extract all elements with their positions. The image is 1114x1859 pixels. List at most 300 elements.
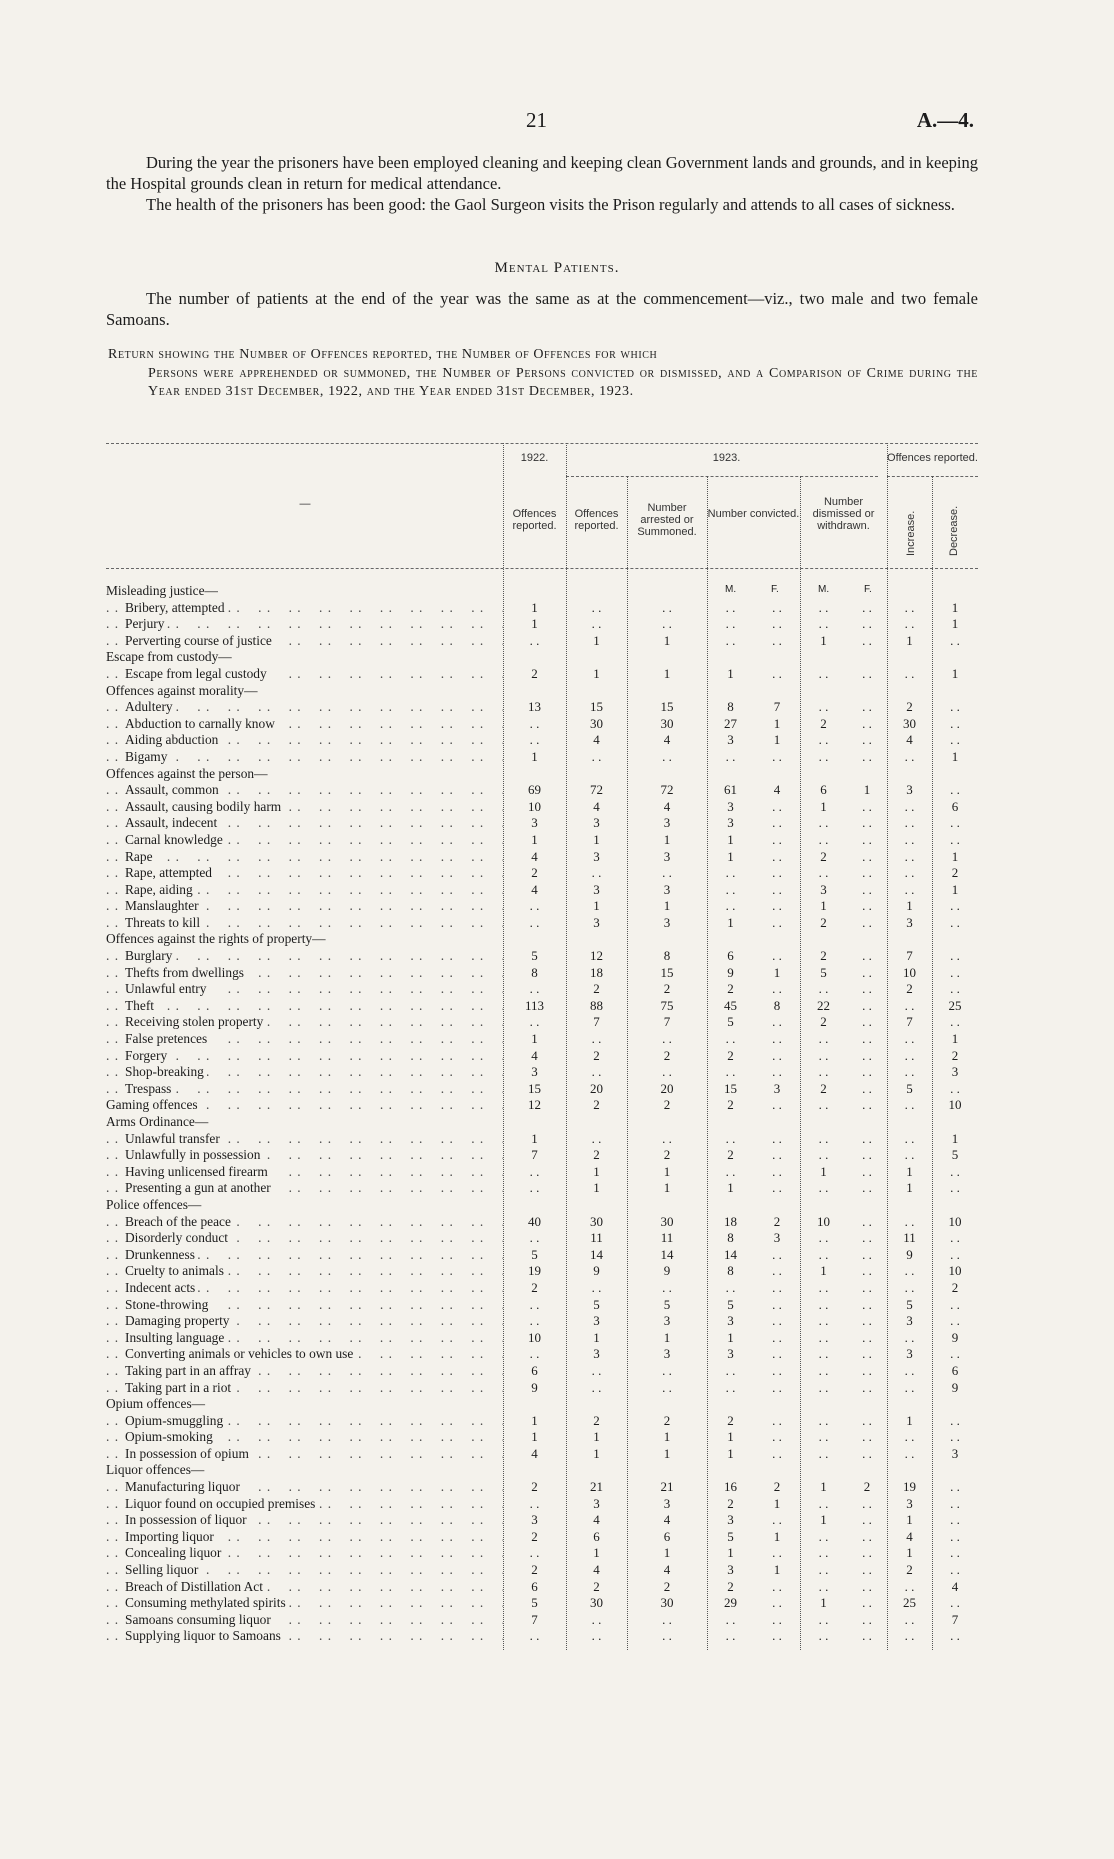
offence-value-cell: 9	[663, 1263, 671, 1279]
offence-value-cell: 2	[906, 1562, 913, 1578]
offence-row	[106, 981, 978, 998]
offence-value-cell: 5	[951, 1147, 959, 1163]
offence-value-cell: 1	[727, 1545, 734, 1561]
offence-value-cell: 3	[663, 1313, 671, 1329]
offence-value-cell: . .	[904, 1578, 915, 1594]
offence-value-cell: 1	[951, 616, 959, 632]
offence-value-cell: . .	[818, 1429, 829, 1445]
offence-label-text: Assault, common	[125, 782, 222, 797]
offence-value-cell: . .	[862, 815, 872, 831]
offence-label-text: Stone-throwing	[125, 1297, 211, 1312]
offence-value-cell: 61	[724, 782, 737, 798]
offence-value-cell: 3	[906, 914, 913, 930]
offence-label	[106, 981, 503, 998]
offence-value-cell: . .	[772, 632, 782, 648]
offence-value-cell: . .	[950, 1479, 960, 1495]
offence-value-cell: 2	[820, 948, 827, 964]
offence-value-cell: . .	[904, 1429, 915, 1445]
offence-label-text: Police offences—	[106, 1197, 204, 1212]
offence-value-cell: . .	[662, 616, 672, 632]
offence-value-cell: . .	[862, 699, 872, 715]
offence-value-cell: . .	[862, 665, 872, 681]
offence-value-cell: . .	[904, 848, 915, 864]
header-decrease: Decrease.	[948, 505, 960, 556]
offence-category-label	[106, 583, 503, 600]
offence-value-cell: 11	[590, 1230, 603, 1246]
offence-value-cell: 9	[906, 1246, 913, 1262]
offence-value-cell: 2	[906, 699, 913, 715]
offence-value-cell	[754, 583, 800, 600]
offence-value-cell: . .	[950, 815, 960, 831]
offence-value-cell: 2	[531, 665, 538, 681]
offence-row	[106, 1579, 978, 1596]
offence-value-cell: . .	[862, 914, 872, 930]
offence-value-cell: 3	[663, 914, 671, 930]
offence-value-cell: . .	[950, 699, 960, 715]
offence-value-cell: 8	[531, 964, 538, 980]
offence-value-cell	[932, 1114, 978, 1131]
paragraph-prisoner-employment: During the year the prisoners have been employed cleaning and keeping clean Government lands and grounds, and in keeping the Hospital grounds clean in return for medical attendance.	[106, 153, 978, 193]
offence-value-cell: . .	[862, 1595, 872, 1611]
offence-value-cell: 72	[590, 782, 603, 798]
offence-value-cell: 1	[773, 964, 781, 980]
offence-row	[106, 799, 978, 816]
offence-value-cell: . .	[529, 1545, 540, 1561]
offence-value-cell: 12	[590, 948, 603, 964]
offence-label-text: Forgery	[125, 1048, 170, 1063]
offence-value-cell: . .	[818, 1346, 829, 1362]
offence-value-cell: 2	[663, 1097, 671, 1113]
offence-row	[106, 1330, 978, 1347]
offence-value-cell: . .	[904, 1064, 915, 1080]
offence-row	[106, 616, 978, 633]
offence-label	[106, 965, 503, 982]
offence-value-cell: 10	[948, 1213, 962, 1229]
offence-value-cell: . .	[950, 1512, 960, 1528]
offence-row	[106, 998, 978, 1015]
offence-value-cell	[707, 583, 754, 600]
offence-value-cell: . .	[818, 865, 829, 881]
offence-value-cell: 22	[817, 997, 830, 1013]
offence-value-cell: . .	[862, 715, 872, 731]
header-dismissed-female: F.	[864, 584, 872, 595]
offence-label	[106, 1512, 503, 1529]
offence-value-cell: 2	[663, 1147, 671, 1163]
header-offences-reported-group: Offences reported.	[887, 452, 978, 464]
offence-value-cell: . .	[818, 1031, 829, 1047]
offence-value-cell: . .	[772, 1512, 782, 1528]
offence-category-label	[106, 1396, 503, 1413]
offence-value-cell: 1	[820, 1163, 827, 1179]
offence-value-cell	[847, 1114, 887, 1131]
offence-value-cell: . .	[950, 898, 960, 914]
offence-label	[106, 1081, 503, 1098]
offence-value-cell: . .	[862, 1429, 872, 1445]
offence-row	[106, 1512, 978, 1529]
offence-value-cell: 3	[593, 1346, 600, 1362]
offence-value-cell: . .	[818, 748, 829, 764]
offence-value-cell: 1	[906, 1163, 913, 1179]
offence-value-cell: 6	[727, 948, 734, 964]
offence-row	[106, 1479, 978, 1496]
offence-value-cell: 2	[727, 981, 734, 997]
offence-value-cell	[754, 683, 800, 700]
offence-value-cell: . .	[772, 798, 782, 814]
offence-value-cell: . .	[904, 1147, 915, 1163]
offence-row	[106, 782, 978, 799]
offence-value-cell: 2	[531, 1279, 538, 1295]
offence-row	[106, 1048, 978, 1065]
offence-value-cell: 11	[660, 1230, 674, 1246]
offence-value-cell	[503, 649, 566, 666]
offence-value-cell: 1	[593, 831, 600, 847]
offence-value-cell: 6	[531, 1578, 538, 1594]
offence-value-cell: 1	[773, 715, 781, 731]
offence-label	[106, 1496, 503, 1513]
offence-row	[106, 1545, 978, 1562]
offence-value-cell: . .	[662, 1379, 672, 1395]
offence-value-cell: . .	[529, 1628, 540, 1644]
offence-value-cell: 1	[727, 914, 734, 930]
offence-label-text: Consuming methylated spirits	[125, 1595, 289, 1610]
offence-value-cell: . .	[862, 964, 872, 980]
offence-value-cell: . .	[862, 798, 872, 814]
offence-value-cell: 3	[531, 1512, 538, 1528]
offence-value-cell: 30	[660, 1213, 674, 1229]
offence-category-label	[106, 1114, 503, 1131]
offence-label-text: Assault, indecent	[125, 815, 220, 830]
offence-row	[106, 1628, 978, 1645]
offence-label-text: Offences against the person—	[106, 766, 271, 781]
offence-row	[106, 732, 978, 749]
offence-value-cell: . .	[818, 1495, 829, 1511]
offence-row	[106, 915, 978, 932]
offence-value-cell: . .	[818, 1412, 829, 1428]
offence-value-cell	[754, 1197, 800, 1214]
offence-label	[106, 1097, 503, 1114]
offence-category-row	[106, 649, 978, 666]
offence-label-text: In possession of opium	[125, 1446, 252, 1461]
offence-value-cell: 1	[531, 1429, 538, 1445]
offence-value-cell	[627, 1462, 707, 1479]
offence-value-cell: . .	[950, 948, 960, 964]
offence-value-cell: . .	[772, 1611, 782, 1627]
offence-value-cell: 3	[727, 732, 734, 748]
offence-label-text: Thefts from dwellings	[125, 965, 247, 980]
offence-value-cell: 4	[531, 848, 538, 864]
offence-label-text: Unlawful entry	[125, 981, 209, 996]
offence-label	[106, 1031, 503, 1048]
offence-row	[106, 882, 978, 899]
offence-value-cell: 3	[727, 798, 734, 814]
offence-value-cell	[707, 766, 754, 783]
offence-value-cell: 2	[531, 1528, 538, 1544]
offence-label-text: Unlawfully in possession	[125, 1147, 263, 1162]
offence-value-cell: 20	[590, 1080, 603, 1096]
offence-value-cell: 2	[951, 1047, 959, 1063]
offence-value-cell: . .	[591, 599, 602, 615]
offence-value-cell: 15	[528, 1080, 541, 1096]
offence-value-cell: . .	[818, 815, 829, 831]
offence-value-cell	[754, 931, 800, 948]
offence-label	[106, 1562, 503, 1579]
offence-label-text: Escape from custody—	[106, 649, 235, 664]
offence-value-cell: 15	[724, 1080, 737, 1096]
offence-value-cell: . .	[862, 1578, 872, 1594]
offence-value-cell: . .	[862, 1279, 872, 1295]
offence-value-cell: . .	[772, 898, 782, 914]
offence-value-cell: 18	[590, 964, 603, 980]
offence-value-cell: 30	[660, 715, 674, 731]
offence-category-label	[106, 931, 503, 948]
offence-value-cell: 5	[531, 1246, 538, 1262]
offence-value-cell: . .	[818, 665, 829, 681]
offence-value-cell: 4	[906, 1528, 913, 1544]
offence-row	[106, 749, 978, 766]
offence-value-cell: . .	[772, 948, 782, 964]
offence-label-text: Escape from legal custody	[125, 666, 270, 681]
offence-value-cell: 2	[663, 981, 671, 997]
offence-value-cell	[847, 683, 887, 700]
header-year-1922: 1922.	[520, 452, 549, 464]
offence-value-cell: . .	[662, 865, 672, 881]
offence-value-cell: 1	[773, 1528, 781, 1544]
offence-row	[106, 1164, 978, 1181]
offence-value-cell: . .	[725, 1031, 736, 1047]
offence-label	[106, 998, 503, 1015]
offence-value-cell: . .	[772, 1064, 782, 1080]
offence-value-cell: 5	[906, 1296, 913, 1312]
offence-label-text: Rape, attempted	[125, 865, 215, 880]
offence-value-cell: . .	[862, 732, 872, 748]
offence-value-cell: 1	[531, 1412, 538, 1428]
offence-value-cell: 2	[727, 1578, 734, 1594]
offence-value-cell: . .	[862, 1230, 872, 1246]
offence-value-cell: . .	[862, 1130, 872, 1146]
offence-value-cell: 6	[593, 1528, 600, 1544]
offence-value-cell: . .	[818, 1047, 829, 1063]
offence-value-cell	[627, 683, 707, 700]
offence-value-cell: . .	[772, 1429, 782, 1445]
offence-value-cell: 6	[951, 798, 959, 814]
table-title-line-1: Return showing the Number of Offences reported, the Number of Offences for which	[108, 347, 658, 362]
offence-value-cell: 3	[593, 1313, 600, 1329]
offence-value-cell: 8	[727, 1230, 734, 1246]
offence-label-text: Concealing liquor	[125, 1545, 224, 1560]
offence-value-cell	[887, 683, 932, 700]
offence-label-text: Importing liquor	[125, 1529, 217, 1544]
offence-category-row	[106, 1396, 978, 1413]
offence-row	[106, 1131, 978, 1148]
offence-value-cell	[932, 1462, 978, 1479]
offence-row	[106, 716, 978, 733]
header-dismissed-male: M.	[818, 584, 830, 595]
offence-category-row	[106, 583, 978, 600]
header-increase: Increase.	[905, 510, 917, 556]
offence-row	[106, 699, 978, 716]
header-blank-dash: —	[299, 498, 311, 510]
offence-category-label	[106, 683, 503, 700]
offence-value-cell: . .	[725, 1611, 736, 1627]
offence-value-cell: . .	[591, 1279, 602, 1295]
offence-value-cell: 3	[727, 1313, 734, 1329]
offence-value-cell: . .	[818, 1064, 829, 1080]
offence-value-cell: . .	[950, 981, 960, 997]
offence-value-cell: 5	[727, 1014, 734, 1030]
offence-label-text: Converting animals or vehicles to own use	[125, 1346, 356, 1361]
offence-value-cell	[800, 1197, 847, 1214]
offence-label	[106, 1164, 503, 1181]
offence-label	[106, 1380, 503, 1397]
offence-value-cell: 1	[906, 898, 913, 914]
offence-value-cell: 3	[906, 1313, 913, 1329]
offence-value-cell: . .	[772, 1313, 782, 1329]
offence-label	[106, 1297, 503, 1314]
offence-value-cell: . .	[725, 1163, 736, 1179]
offence-value-cell: . .	[862, 599, 872, 615]
offence-value-cell: 75	[660, 997, 674, 1013]
header-convicted-male: M.	[725, 584, 737, 595]
header-offences-reported-1922: Offences reported.	[512, 508, 557, 532]
offence-label-text: Trespass	[125, 1081, 174, 1096]
offence-value-cell: 3	[727, 815, 734, 831]
offence-value-cell: 30	[590, 1213, 603, 1229]
offence-value-cell: . .	[772, 1047, 782, 1063]
offence-value-cell: 5	[727, 1528, 734, 1544]
offence-value-cell: . .	[862, 1097, 872, 1113]
offence-value-cell: 1	[531, 1031, 538, 1047]
offence-value-cell	[800, 766, 847, 783]
offence-value-cell: . .	[818, 1562, 829, 1578]
offence-value-cell: . .	[818, 1230, 829, 1246]
offence-label-text: Supplying liquor to Samoans	[125, 1628, 284, 1643]
offence-value-cell	[503, 1114, 566, 1131]
offence-label-text: Presenting a gun at another	[125, 1180, 274, 1195]
offence-value-cell: . .	[950, 1628, 960, 1644]
offence-value-cell: . .	[862, 1611, 872, 1627]
offence-value-cell: . .	[772, 1014, 782, 1030]
offence-value-cell: 2	[593, 981, 600, 997]
offence-value-cell	[707, 1396, 754, 1413]
offence-value-cell: . .	[772, 1031, 782, 1047]
offence-label-text: Manufacturing liquor	[125, 1479, 243, 1494]
document-reference: A.—4.	[916, 108, 974, 132]
offence-value-cell: 2	[820, 914, 827, 930]
offence-row	[106, 849, 978, 866]
offence-value-cell	[847, 766, 887, 783]
offence-value-cell: . .	[862, 1147, 872, 1163]
offence-value-cell	[847, 931, 887, 948]
offence-value-cell: 7	[773, 699, 781, 715]
offence-value-cell: 3	[951, 1445, 959, 1461]
offence-value-cell: 9	[727, 964, 734, 980]
offence-row	[106, 633, 978, 650]
offence-value-cell: . .	[862, 1246, 872, 1262]
offence-value-cell	[847, 1462, 887, 1479]
offence-row	[106, 1263, 978, 1280]
offence-label-text: Drunkenness	[125, 1247, 198, 1262]
offence-value-cell: 2	[531, 1562, 538, 1578]
offence-value-cell: . .	[904, 1379, 915, 1395]
offence-value-cell: 30	[590, 1595, 603, 1611]
offence-row	[106, 1081, 978, 1098]
offence-value-cell	[887, 931, 932, 948]
offence-value-cell: . .	[904, 815, 915, 831]
offence-label	[106, 1263, 503, 1280]
offence-label-text: Manslaughter	[125, 898, 202, 913]
offence-label	[106, 1147, 503, 1164]
offence-value-cell: 3	[663, 1346, 671, 1362]
offence-value-cell: 1	[906, 1412, 913, 1428]
offence-value-cell: 30	[903, 715, 916, 731]
table-header-rule	[106, 568, 978, 569]
offence-value-cell	[503, 1197, 566, 1214]
offence-value-cell: 1	[593, 1429, 600, 1445]
offence-value-cell: 14	[724, 1246, 737, 1262]
offence-value-cell	[503, 1462, 566, 1479]
offence-value-cell: . .	[950, 1429, 960, 1445]
year-1923-rule	[566, 476, 878, 477]
offence-value-cell: 1	[663, 1163, 671, 1179]
offence-value-cell: . .	[772, 1545, 782, 1561]
offence-value-cell: . .	[529, 1230, 540, 1246]
offence-value-cell: 1	[663, 632, 671, 648]
offence-value-cell: . .	[862, 848, 872, 864]
offence-label	[106, 1579, 503, 1596]
offence-label	[106, 1429, 503, 1446]
offence-label-text: Carnal knowledge	[125, 832, 226, 847]
offence-value-cell: 6	[951, 1362, 959, 1378]
offence-label-text: Opium-smuggling	[125, 1413, 226, 1428]
offence-value-cell: 2	[773, 1213, 781, 1229]
offence-value-cell	[754, 1114, 800, 1131]
offence-value-cell: . .	[904, 616, 915, 632]
offence-value-cell	[887, 766, 932, 783]
offence-value-cell: . .	[904, 1213, 915, 1229]
offence-value-cell: 1	[531, 616, 538, 632]
offence-value-cell: . .	[725, 632, 736, 648]
page-number: 21	[526, 108, 547, 132]
offence-category-row	[106, 683, 978, 700]
offence-row	[106, 1180, 978, 1197]
offence-label	[106, 1346, 503, 1363]
offence-value-cell	[707, 649, 754, 666]
offence-value-cell: . .	[772, 1346, 782, 1362]
offence-value-cell: 7	[663, 1014, 671, 1030]
offence-row	[106, 1014, 978, 1031]
offence-value-cell: . .	[725, 599, 736, 615]
offence-value-cell: 4	[531, 881, 538, 897]
offence-value-cell: . .	[591, 865, 602, 881]
offence-value-cell: . .	[772, 1163, 782, 1179]
offence-value-cell: . .	[662, 1064, 672, 1080]
offence-value-cell: 1	[773, 1562, 781, 1578]
header-number-dismissed: Number dismissed or withdrawn.	[812, 496, 875, 532]
offence-value-cell: . .	[818, 699, 829, 715]
offence-value-cell: 2	[906, 981, 913, 997]
offence-label	[106, 1612, 503, 1629]
offence-label-text: Offences against the rights of property—	[106, 931, 329, 946]
offence-value-cell: 1	[951, 848, 959, 864]
offence-label-text: Shop-breaking	[125, 1064, 207, 1079]
offence-category-row	[106, 1462, 978, 1479]
offence-value-cell	[566, 766, 627, 783]
offence-value-cell: . .	[950, 1180, 960, 1196]
offence-value-cell: . .	[904, 798, 915, 814]
offence-value-cell: 1	[773, 732, 781, 748]
offence-value-cell: . .	[862, 1014, 872, 1030]
offence-value-cell: 3	[906, 782, 913, 798]
